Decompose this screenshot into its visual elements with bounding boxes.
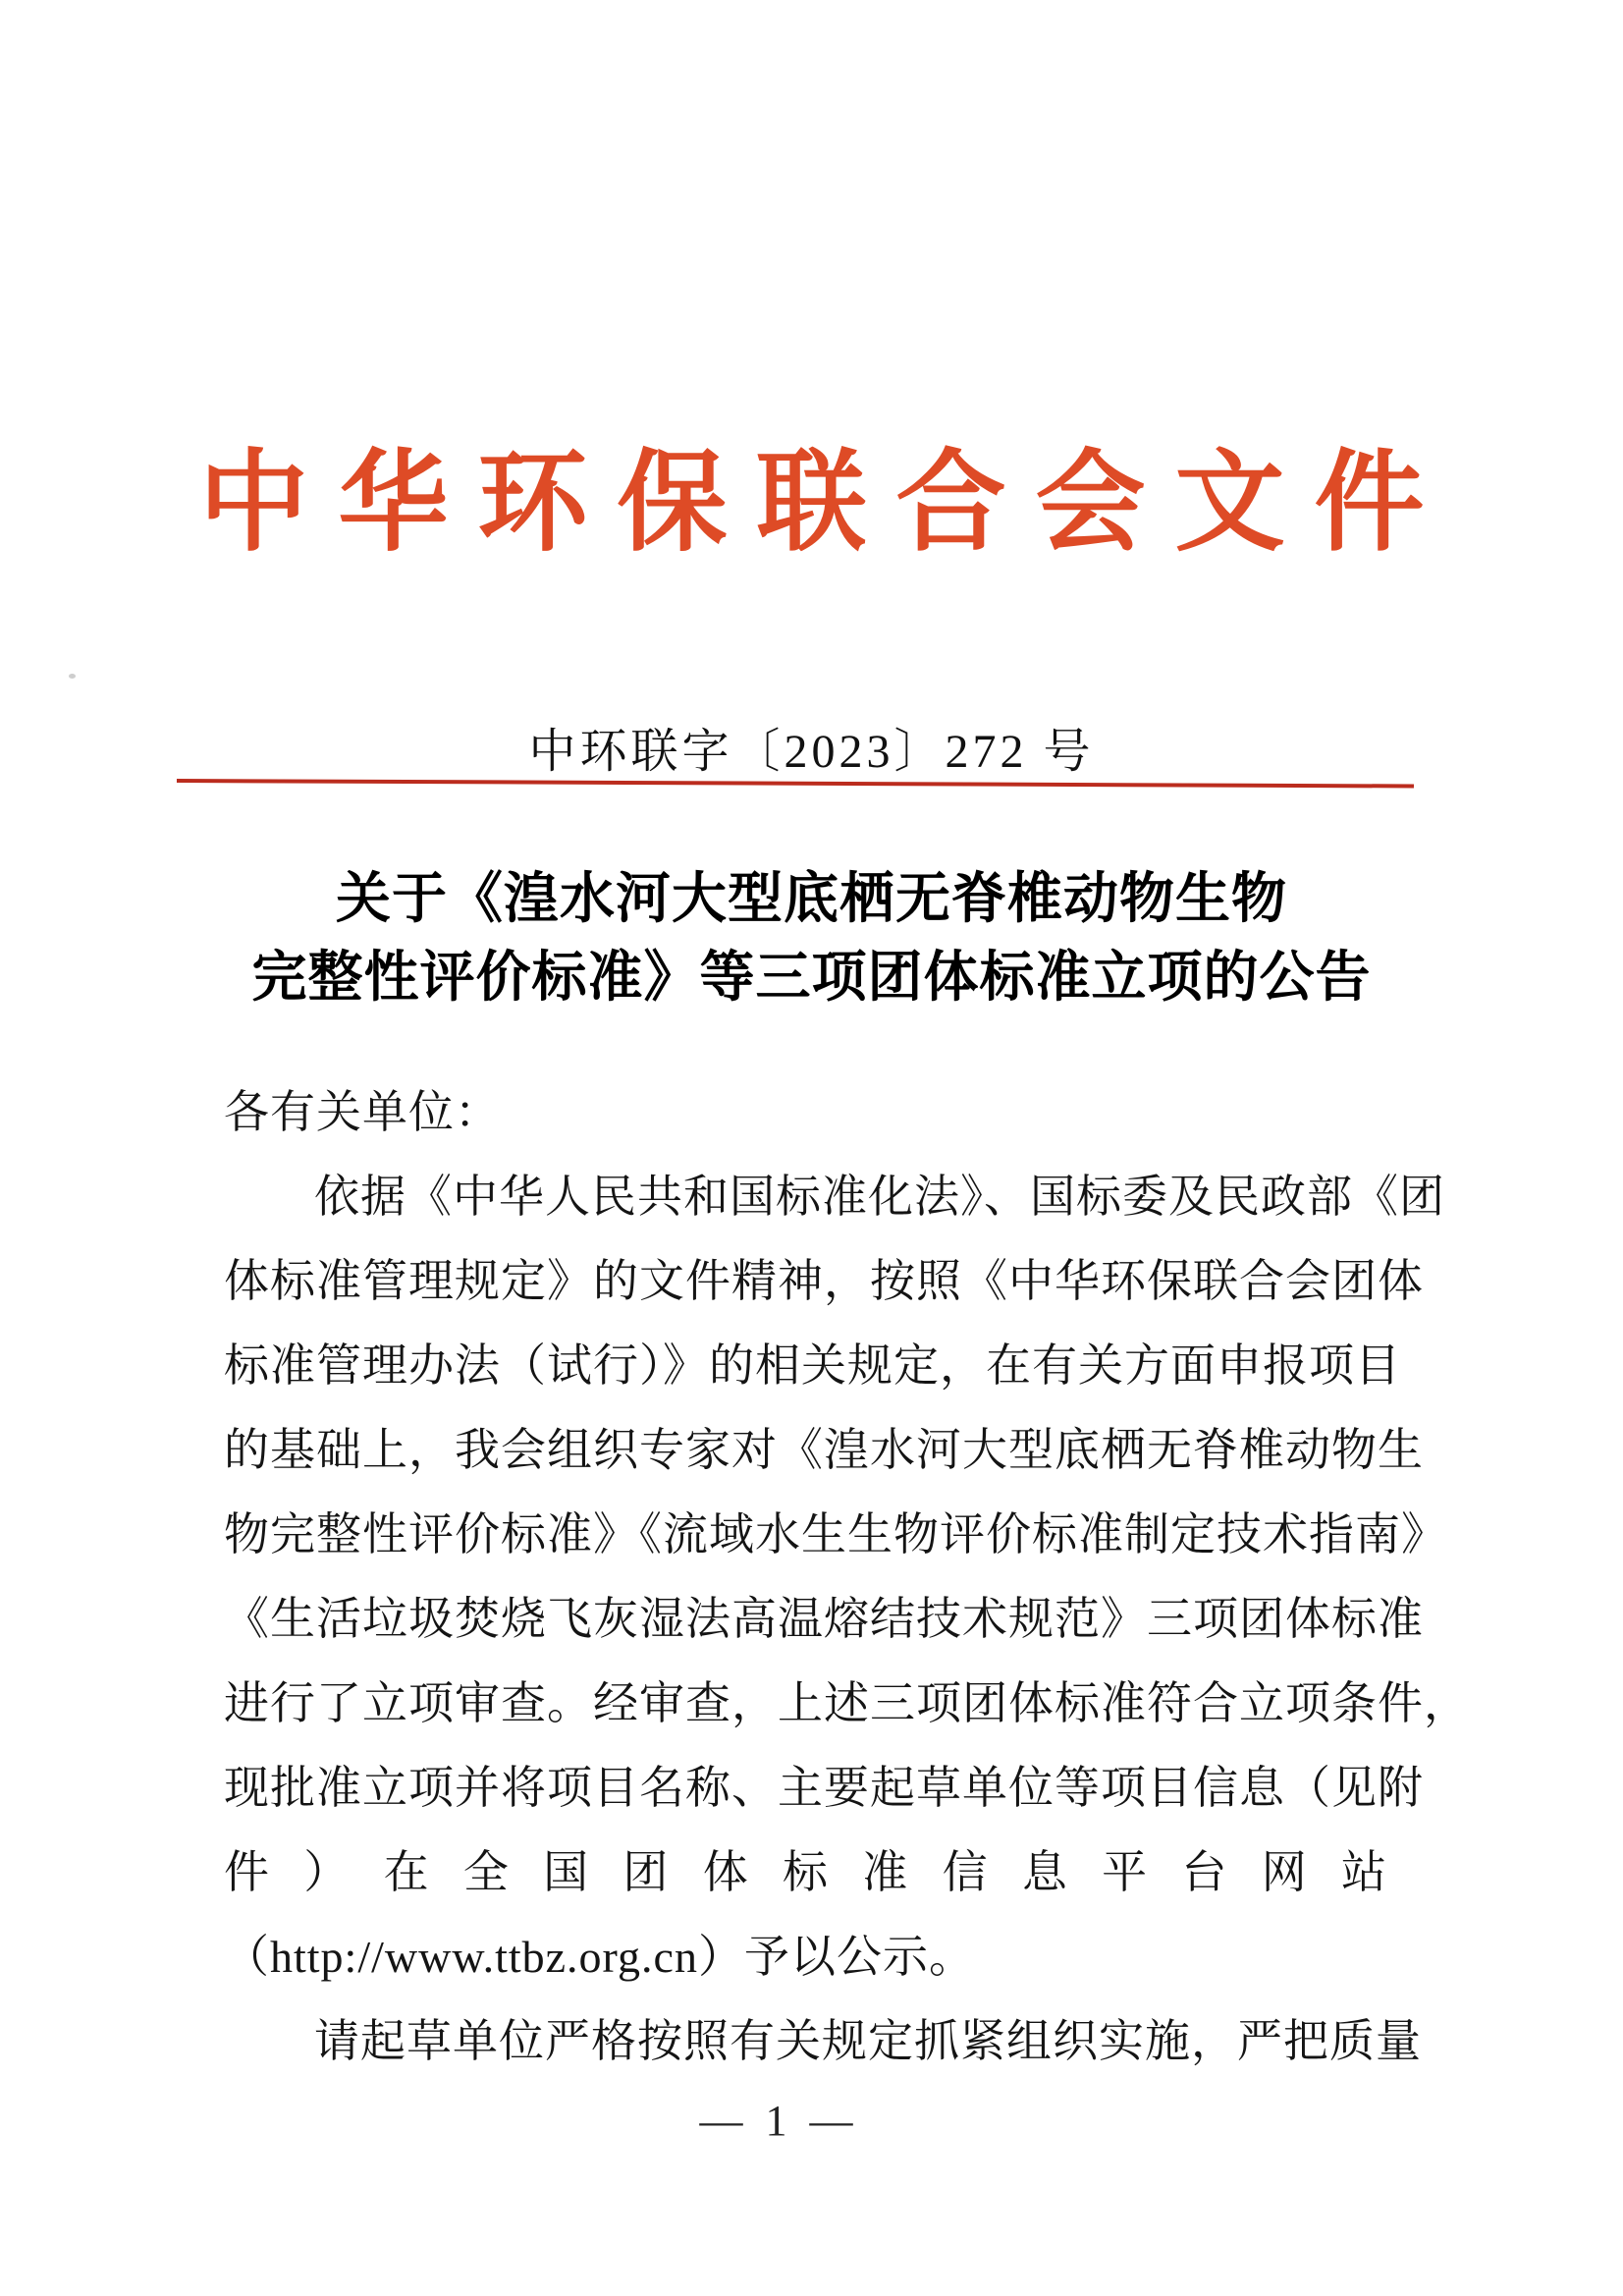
masthead-title: 中华环保联合会文件 [198, 443, 1454, 565]
paragraph1-line4: 的基础上，我会组织专家对《湟水河大型底栖无脊椎动物生 [224, 1425, 1424, 1475]
paragraph1-line3: 标准管理办法（试行）》的相关规定，在有关方面申报项目 [224, 1340, 1401, 1391]
body-text [224, 1070, 1470, 2084]
paragraph1-line2: 体标准管理规定》的文件精神，按照《中华环保联合会团体 [224, 1256, 1424, 1306]
paragraph1-line5: 物完整性评价标准》《流域水生生物评价标准制定技术指南》 [224, 1509, 1447, 1559]
paragraph1-line7: 进行了立项审查。经审查，上述三项团体标准符合立项条件， [224, 1678, 1470, 1728]
announcement-title-line1: 关于《湟水河大型底栖无脊椎动物生物 [336, 869, 1287, 930]
paragraph2-line1: 请起草单位严格按照有关规定抓紧组织实施，严把质量 [314, 2016, 1422, 2066]
announcement-title-line2: 完整性评价标准》等三项团体标准立项的公告 [251, 948, 1372, 1009]
document-number: 中环联字〔2023〕272 号 [528, 726, 1095, 778]
salutation: 各有关单位： [224, 1087, 501, 1137]
scan-speck [69, 674, 76, 679]
paragraph1-line9: 件）在全国团体标准信息平台网站 [224, 1847, 1388, 1897]
paragraph1-line10: （http://www.ttbz.org.cn）予以公示。 [224, 1932, 975, 1982]
paragraph1-line6: 《生活垃圾焚烧飞灰湿法高温熔结技术规范》三项团体标准 [224, 1594, 1424, 1644]
page-number: — 1 — [699, 2097, 859, 2145]
announcement-title [0, 860, 1623, 1017]
paragraph1-line8: 现批准立项并将项目名称、主要起草单位等项目信息（见附 [224, 1763, 1424, 1813]
paragraph1-line1: 依据《中华人民共和国标准化法》、国标委及民政部《团 [314, 1172, 1445, 1222]
